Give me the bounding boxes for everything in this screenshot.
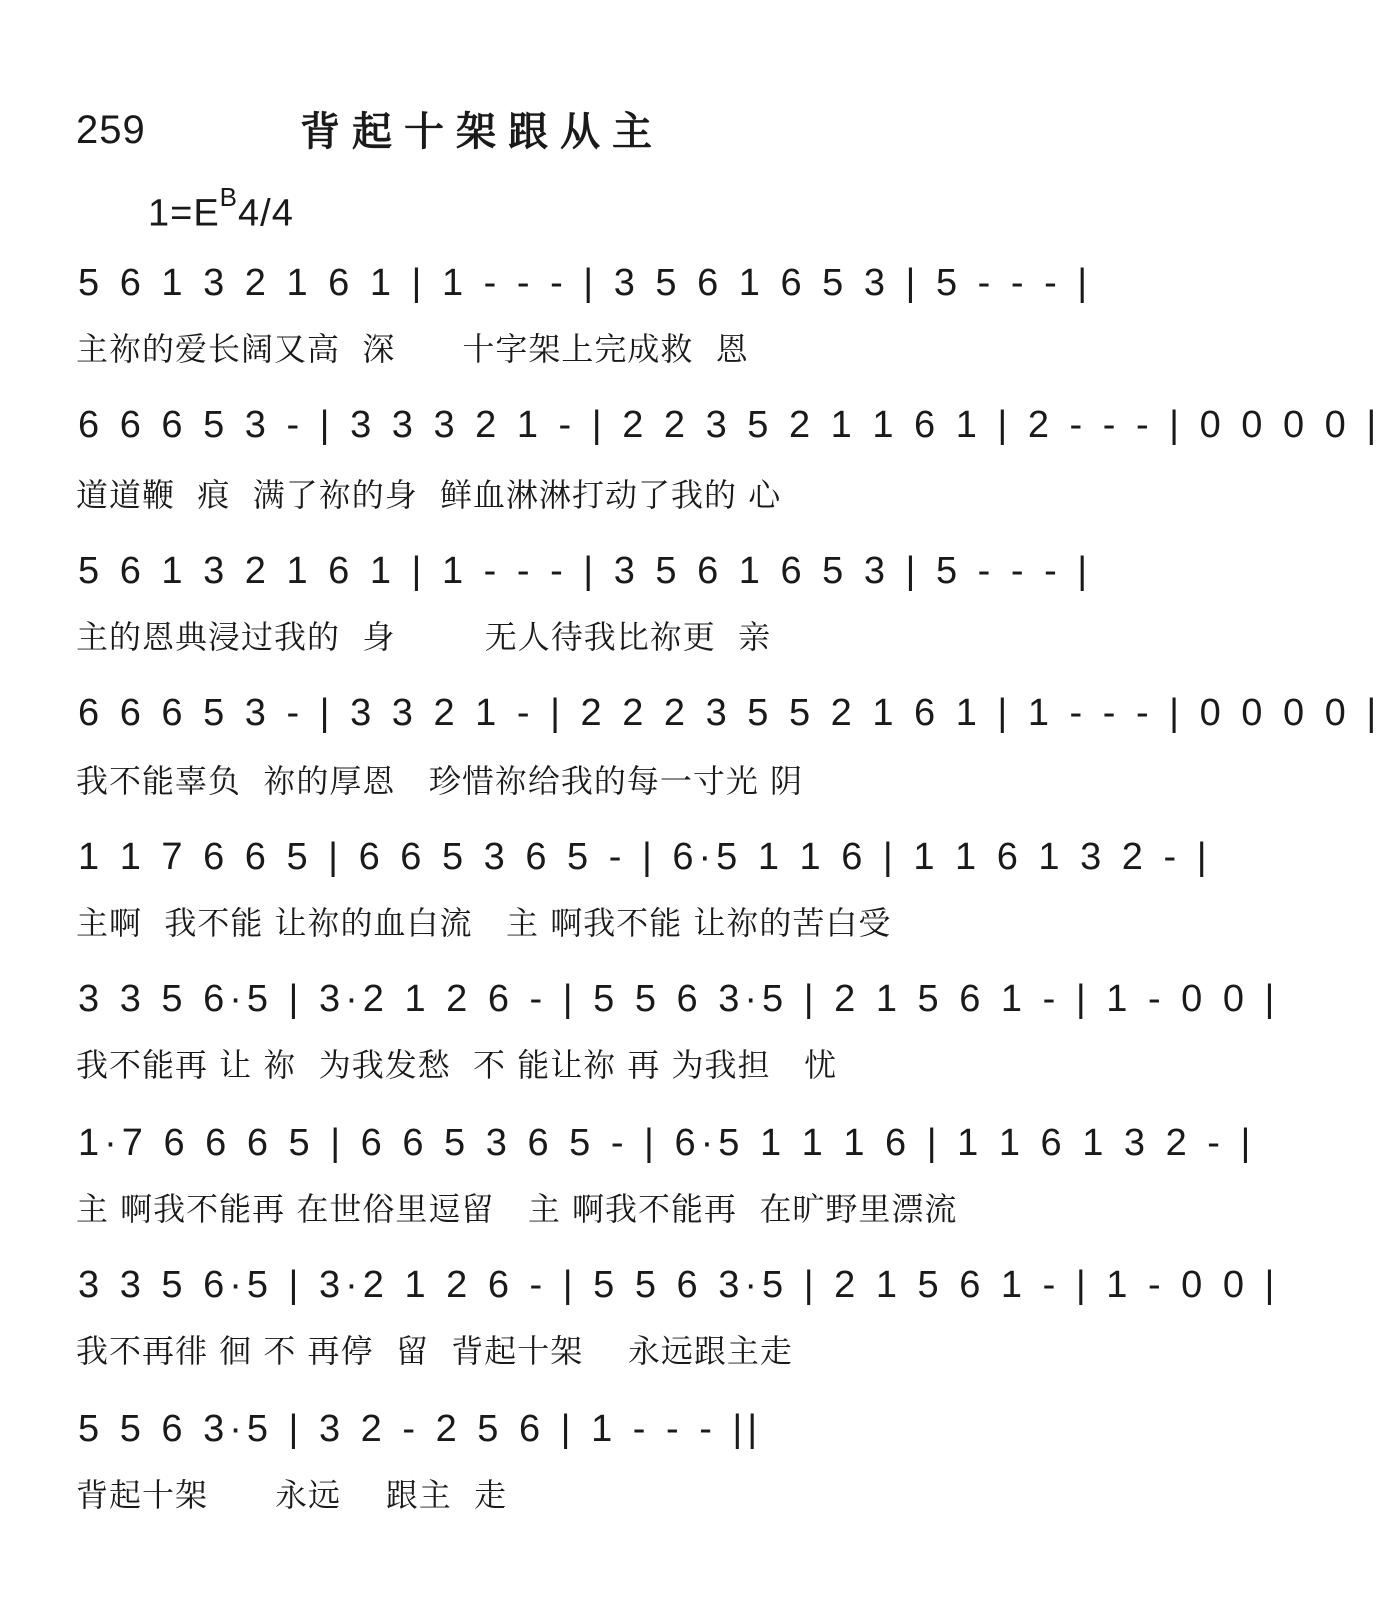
lyric-line-1: 主祢的爱长阔又高 深 十字架上完成救 恩 — [76, 330, 749, 368]
lyric-line-9: 背起十架 永远 跟主 走 — [76, 1476, 508, 1514]
key-time-signature — [148, 182, 294, 236]
lyric-line-8: 我不再徘 徊 不 再停 留 背起十架 永远跟主走 — [76, 1332, 793, 1370]
lyric-line-3: 主的恩典浸过我的 身 无人待我比祢更 亲 — [76, 618, 772, 656]
score-line-8: 3 3 5 6·5 | 3·2 1 2 6 - | 5 5 6 3·5 | 2 1 5 6 1 - | 1 - 0 0 | — [78, 1264, 1280, 1306]
key-signature-prefix: 1=E — [148, 192, 220, 235]
score-line-4: 6 6 6 5 3 - | 3 3 2 1 - | 2 2 2 3 5 5 2 1 6 1 | 1 - - - | 0 0 0 0 | — [78, 692, 1381, 734]
lyric-line-2: 道道鞭 痕 满了祢的身 鲜血淋淋打动了我的 心 — [76, 476, 782, 514]
hymn-number: 259 — [76, 108, 146, 152]
score-line-7: 1·7 6 6 6 5 | 6 6 5 3 6 5 - | 6·5 1 1 1 6 | 1 1 6 1 3 2 - | — [78, 1122, 1256, 1164]
lyric-line-4: 我不能辜负 祢的厚恩 珍惜祢给我的每一寸光 阴 — [76, 762, 804, 800]
score-line-6: 3 3 5 6·5 | 3·2 1 2 6 - | 5 5 6 3·5 | 2 1 5 6 1 - | 1 - 0 0 | — [78, 978, 1280, 1020]
lyric-line-6: 我不能再 让 祢 为我发愁 不 能让祢 再 为我担 忧 — [76, 1046, 838, 1084]
score-line-2: 6 6 6 5 3 - | 3 3 3 2 1 - | 2 2 3 5 2 1 1 6 1 | 2 - - - | 0 0 0 0 | — [78, 404, 1381, 446]
hymn-title: 背起十架跟从主 — [300, 108, 664, 155]
score-line-9: 5 5 6 3·5 | 3 2 - 2 5 6 | 1 - - - || — [78, 1408, 763, 1450]
lyric-line-5: 主啊 我不能 让祢的血白流 主 啊我不能 让祢的苦白受 — [76, 904, 892, 942]
key-signature-flat: B — [219, 182, 239, 212]
score-line-3: 5 6 1 3 2 1 6 1 | 1 - - - | 3 5 6 1 6 5 3 | 5 - - - | — [78, 550, 1093, 592]
score-line-1: 5 6 1 3 2 1 6 1 | 1 - - - | 3 5 6 1 6 5 3 | 5 - - - | — [78, 262, 1093, 304]
score-line-5: 1 1 7 6 6 5 | 6 6 5 3 6 5 - | 6·5 1 1 6 | 1 1 6 1 3 2 - | — [78, 836, 1212, 878]
time-signature: 4/4 — [238, 192, 294, 235]
lyric-line-7: 主 啊我不能再 在世俗里逗留 主 啊我不能再 在旷野里漂流 — [76, 1190, 958, 1228]
